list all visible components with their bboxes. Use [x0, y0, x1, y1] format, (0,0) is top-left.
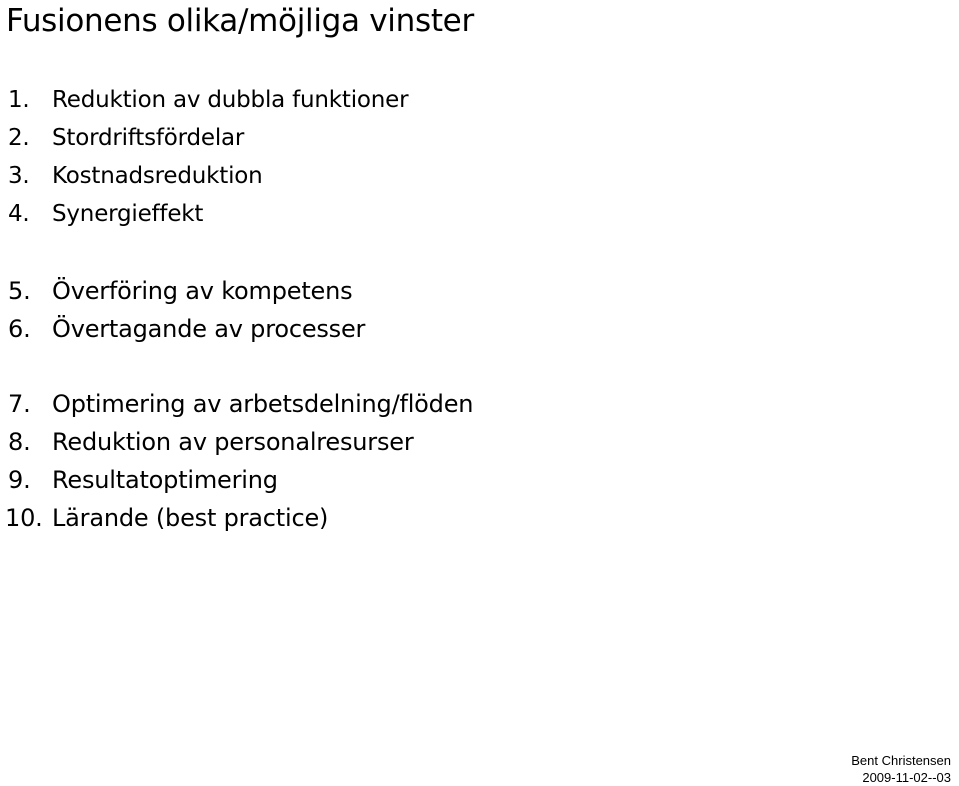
item-number: 5. [8, 277, 31, 305]
item-text: Synergieffekt [52, 201, 204, 227]
item-text: Reduktion av personalresurser [52, 428, 414, 456]
item-text: Övertagande av processer [52, 315, 366, 343]
item-text: Överföring av kompetens [52, 277, 353, 305]
item-text: Resultatoptimering [52, 466, 278, 494]
item-number: 8. [8, 428, 31, 456]
footer-date: 2009-11-02--03 [862, 770, 951, 785]
item-number: 3. [8, 163, 30, 189]
item-text: Lärande (best practice) [52, 504, 329, 532]
item-number: 1. [8, 87, 30, 113]
item-number: 4. [8, 201, 30, 227]
item-number: 9. [8, 466, 31, 494]
footer-author: Bent Christensen [851, 753, 951, 768]
item-text: Stordriftsfördelar [52, 125, 245, 151]
item-number: 10. [5, 504, 43, 532]
item-text: Optimering av arbetsdelning/flöden [52, 390, 474, 418]
item-number: 2. [8, 125, 30, 151]
slide-title: Fusionens olika/möjliga vinster [6, 3, 474, 39]
item-number: 6. [8, 315, 31, 343]
item-text: Reduktion av dubbla funktioner [52, 87, 409, 113]
item-text: Kostnadsreduktion [52, 163, 263, 189]
item-number: 7. [8, 390, 31, 418]
